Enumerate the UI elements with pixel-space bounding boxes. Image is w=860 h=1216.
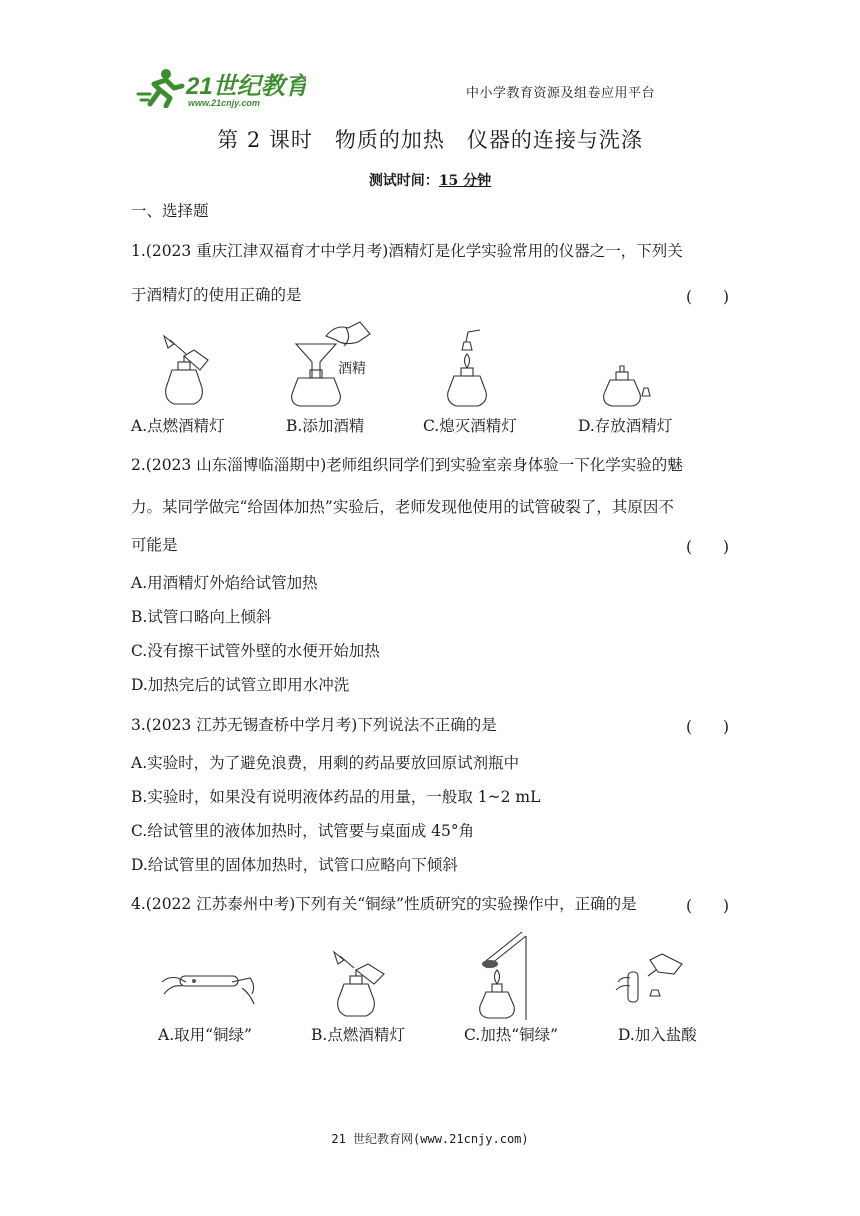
q1-figure-b: [286, 318, 386, 414]
runner-icon: [138, 69, 182, 106]
q3-stem: 3.(2023 江苏无锡查桥中学月考)下列说法不正确的是: [131, 716, 497, 734]
q2-stem-line3: 可能是: [131, 536, 178, 554]
q3-option-c: C.给试管里的液体加热时，试管要与桌面成 45°角: [131, 822, 475, 840]
q1-stem-line1: 1.(2023 重庆江津双福育才中学月考)酒精灯是化学实验常用的仪器之一，下列关: [131, 242, 683, 260]
q2-stem-line1: 2.(2023 山东淄博临淄期中)老师组织同学们到实验室亲身体验一下化学实验的魅: [131, 456, 683, 474]
q2-stem-line2: 力。某同学做完“给固体加热”实验后，老师发现他使用的试管破裂了，其原因不: [131, 498, 674, 516]
q1-figure-c: [440, 328, 500, 414]
q4-figure-d: [610, 950, 690, 1024]
q1-option-c: C.熄灭酒精灯: [423, 417, 517, 435]
q4-option-d: D.加入盐酸: [618, 1026, 697, 1044]
q2-option-d: D.加热完后的试管立即用水冲洗: [131, 676, 350, 694]
test-time: 测试时间：15 分钟: [368, 173, 492, 189]
q1-figure-b-label: 酒精: [338, 361, 366, 377]
q2-option-c: C.没有擦干试管外壁的水便开始加热: [131, 642, 380, 660]
q1-answer-blank: ( ): [686, 288, 730, 306]
page-footer: 21 世纪教育网(www.21cnjy.com): [331, 1132, 529, 1146]
q3-answer-blank: ( ): [686, 718, 730, 736]
q1-option-b: B.添加酒精: [286, 417, 365, 435]
q1-option-a: A.点燃酒精灯: [131, 417, 225, 435]
q4-figure-a: [158, 960, 258, 1014]
svg-text:21世纪教育: 21世纪教育: [186, 73, 306, 100]
q2-option-b: B.试管口略向上倾斜: [131, 608, 272, 626]
q2-option-a: A.用酒精灯外焰给试管加热: [131, 574, 318, 592]
q4-option-c: C.加热“铜绿”: [464, 1026, 559, 1044]
q4-stem: 4.(2022 江苏泰州中考)下列有关“铜绿”性质研究的实验操作中，正确的是: [131, 895, 637, 913]
section-heading: 一、选择题: [131, 202, 209, 220]
page-title: 第 2 课时 物质的加热 仪器的连接与洗涤: [217, 128, 643, 152]
q4-figure-c: [470, 930, 560, 1024]
q4-option-b: B.点燃酒精灯: [311, 1026, 405, 1044]
site-logo: [136, 64, 306, 108]
svg-text:www.21cnjy.com: www.21cnjy.com: [188, 98, 260, 108]
platform-name: 中小学教育资源及组卷应用平台: [466, 86, 656, 101]
q1-option-d: D.存放酒精灯: [578, 417, 673, 435]
q4-figure-b: [326, 950, 396, 1024]
q3-option-a: A.实验时，为了避免浪费，用剩的药品要放回原试剂瓶中: [131, 754, 520, 772]
q4-answer-blank: ( ): [686, 897, 730, 915]
q1-stem-line2: 于酒精灯的使用正确的是: [131, 286, 302, 304]
q1-figure-a: [150, 330, 220, 414]
q4-option-a: A.取用“铜绿”: [158, 1026, 252, 1044]
q3-option-b: B.实验时，如果没有说明液体药品的用量，一般取 1~2 mL: [131, 788, 541, 806]
q1-figure-d: [598, 360, 658, 412]
q2-answer-blank: ( ): [686, 538, 730, 556]
q3-option-d: D.给试管里的固体加热时，试管口应略向下倾斜: [131, 856, 458, 874]
